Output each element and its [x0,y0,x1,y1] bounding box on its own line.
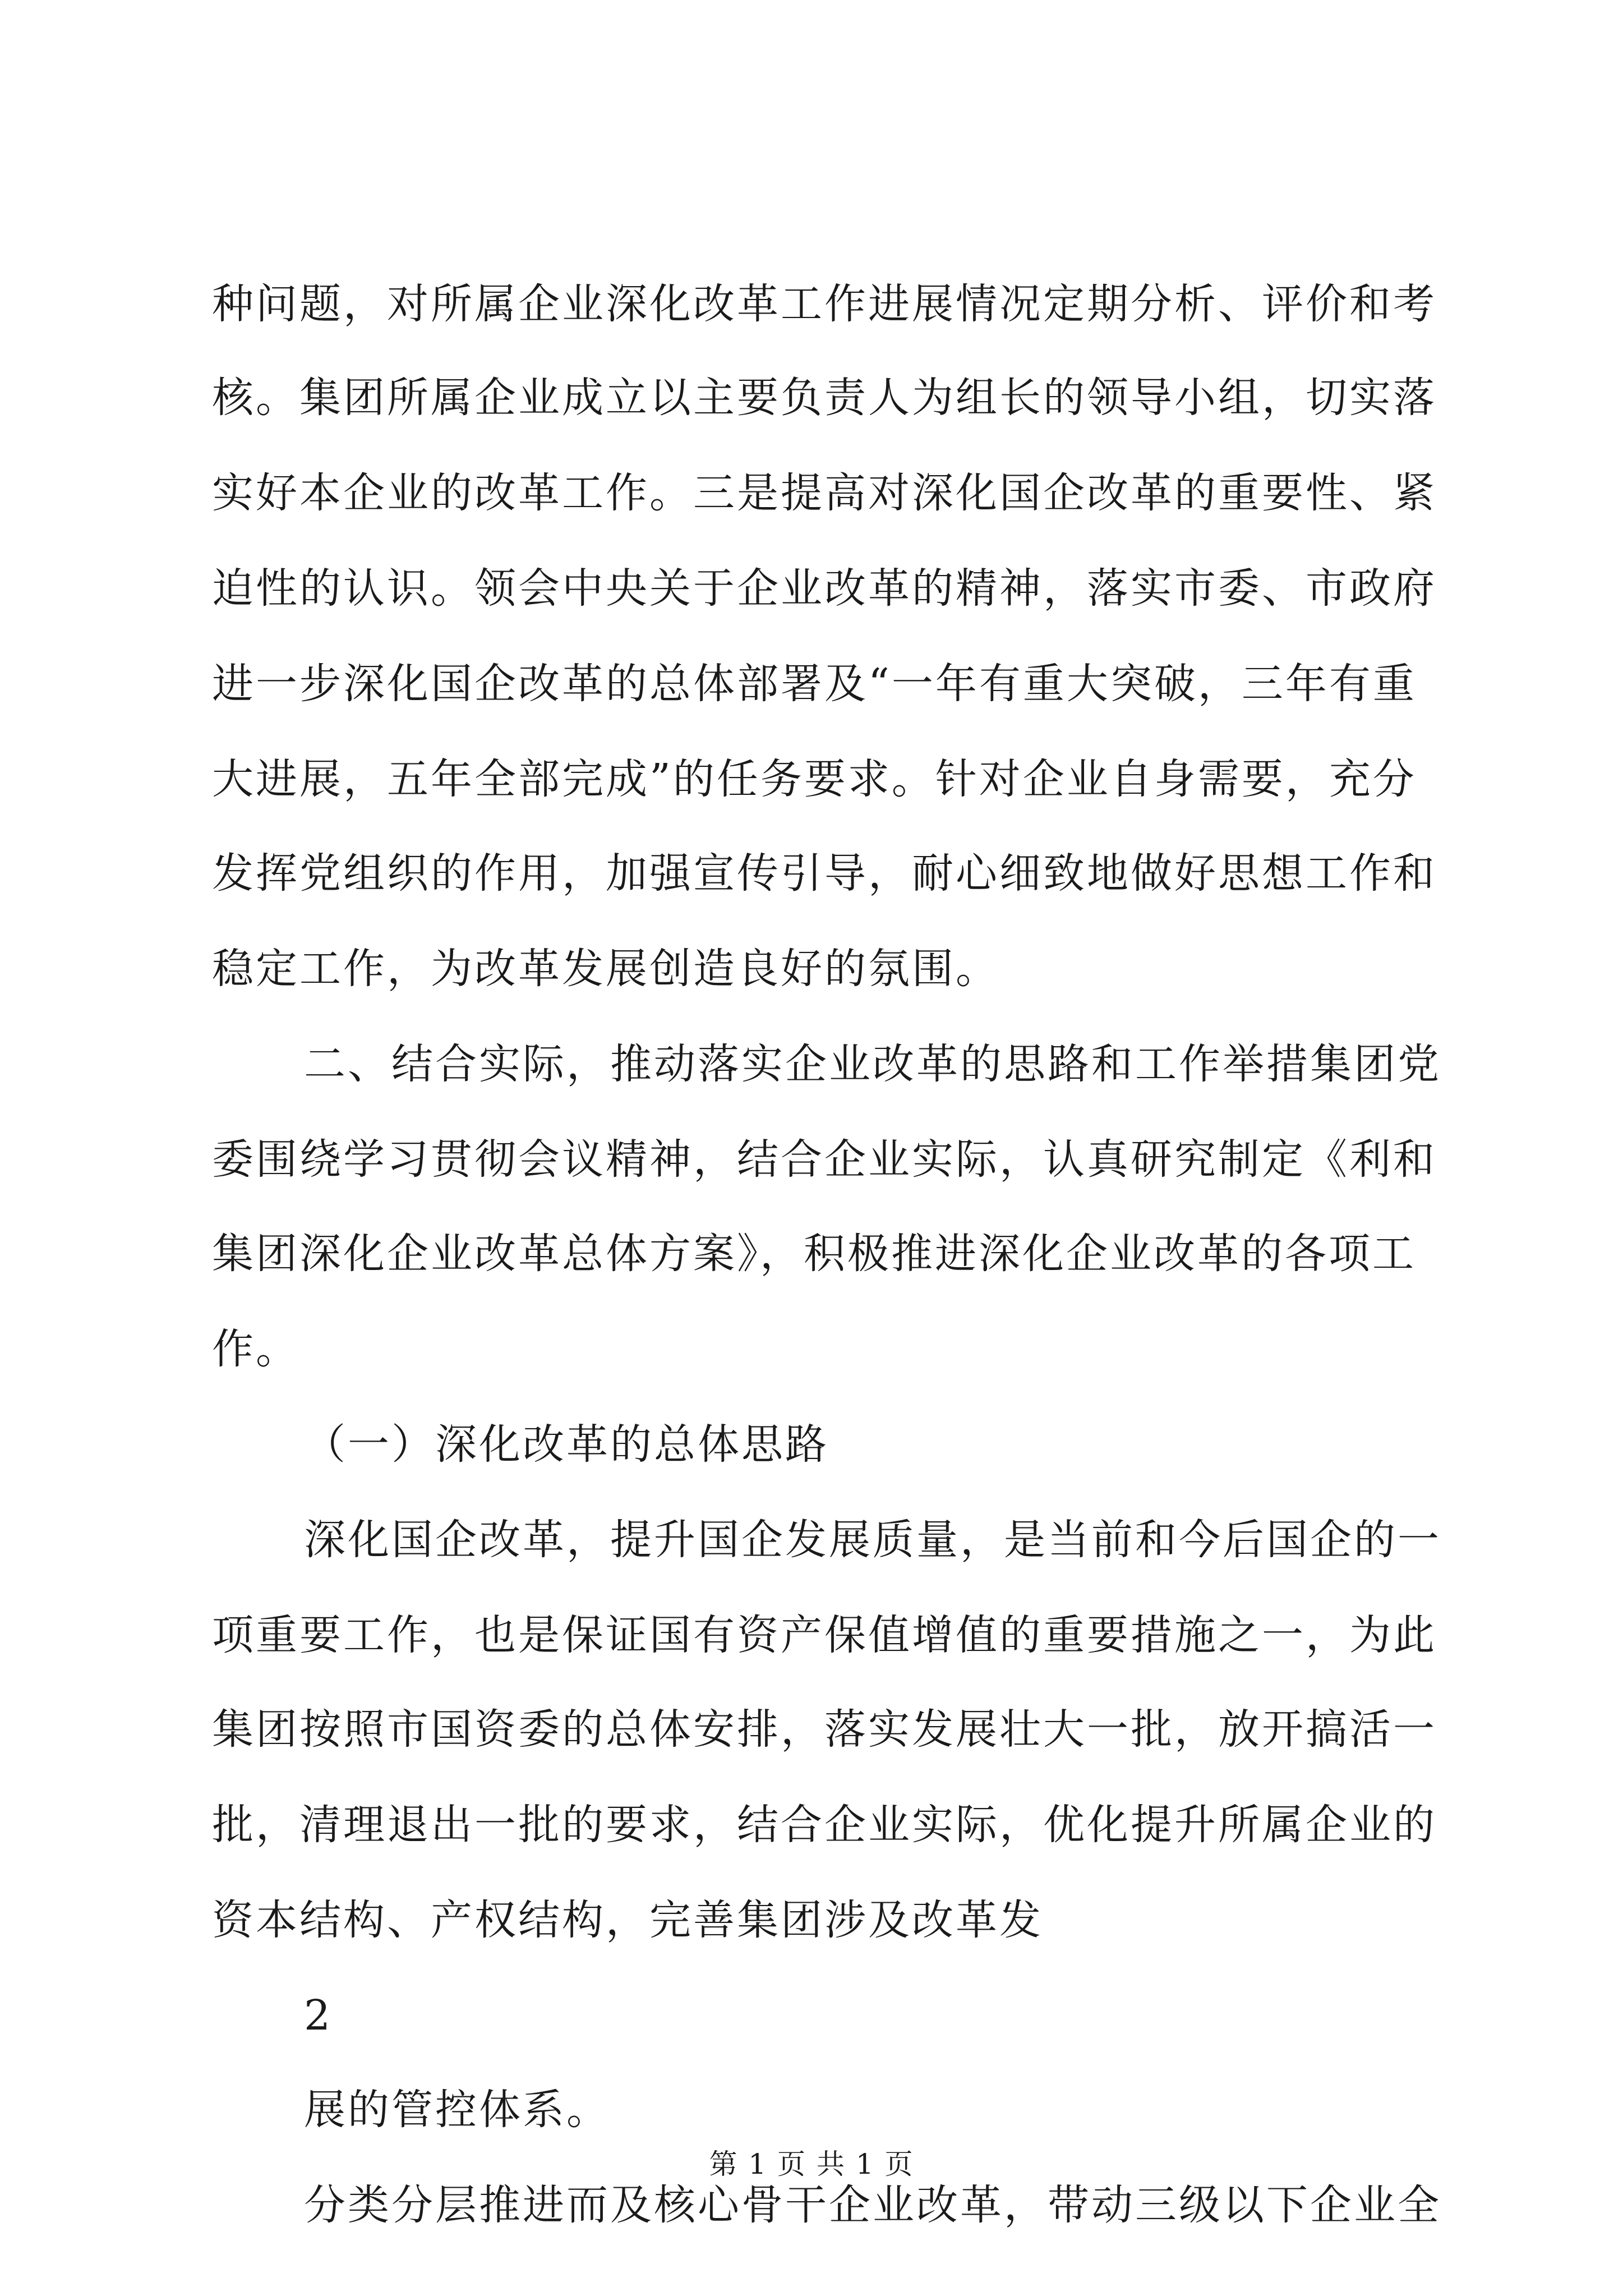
page-number-inline: 2 [304,1991,333,2040]
body-line: 进一步深化国企改革的总体部署及“一年有重大突破，三年有重 [212,660,1417,708]
body-line: 作。 [212,1325,299,1373]
body-line: 集团深化企业改革总体方案》，积极推进深化企业改革的各项工 [212,1230,1416,1278]
body-line: 集团按照市国资委的总体安排，落实发展壮大一批，放开搞活一 [212,1705,1437,1754]
body-line: 项重要工作，也是保证国有资产保值增值的重要措施之一，为此 [212,1611,1437,1659]
body-line: 批，清理退出一批的要求，结合企业实际，优化提升所属企业的 [212,1801,1437,1849]
body-line: 种问题，对所属企业深化改革工作进展情况定期分析、评价和考 [212,280,1437,328]
body-line: 迫性的认识。领会中央关于企业改革的精神，落实市委、市政府 [212,564,1437,613]
section-heading-line: 二、结合实际，推动落实企业改革的思路和工作举措集团党 [304,1040,1441,1088]
page-footer: 第 1 页 共 1 页 [709,2148,914,2180]
body-line: 大进展，五年全部完成”的任务要求。针对企业自身需要，充分 [212,755,1417,803]
subsection-heading: （一）深化改革的总体思路 [304,1420,829,1469]
body-line: 深化国企改革，提升国企发展质量，是当前和今后国企的一 [304,1516,1441,1564]
body-line: 分类分层推进而及核心骨干企业改革，带动三级以下企业全 [304,2181,1441,2229]
body-line: 稳定工作，为改革发展创造良好的氛围。 [212,945,999,993]
body-line: 委围绕学习贯彻会议精神，结合企业实际，认真研究制定《利和 [212,1135,1437,1184]
body-line: 实好本企业的改革工作。三是提高对深化国企改革的重要性、紧 [212,469,1437,517]
body-line: 发挥党组织的作用，加强宣传引导，耐心细致地做好思想工作和 [212,849,1437,898]
body-line: 资本结构、产权结构，完善集团涉及改革发 [212,1896,1043,1944]
body-line: 核。集团所属企业成立以主要负责人为组长的领导小组，切实落 [212,374,1437,422]
body-line: 展的管控体系。 [304,2086,610,2134]
